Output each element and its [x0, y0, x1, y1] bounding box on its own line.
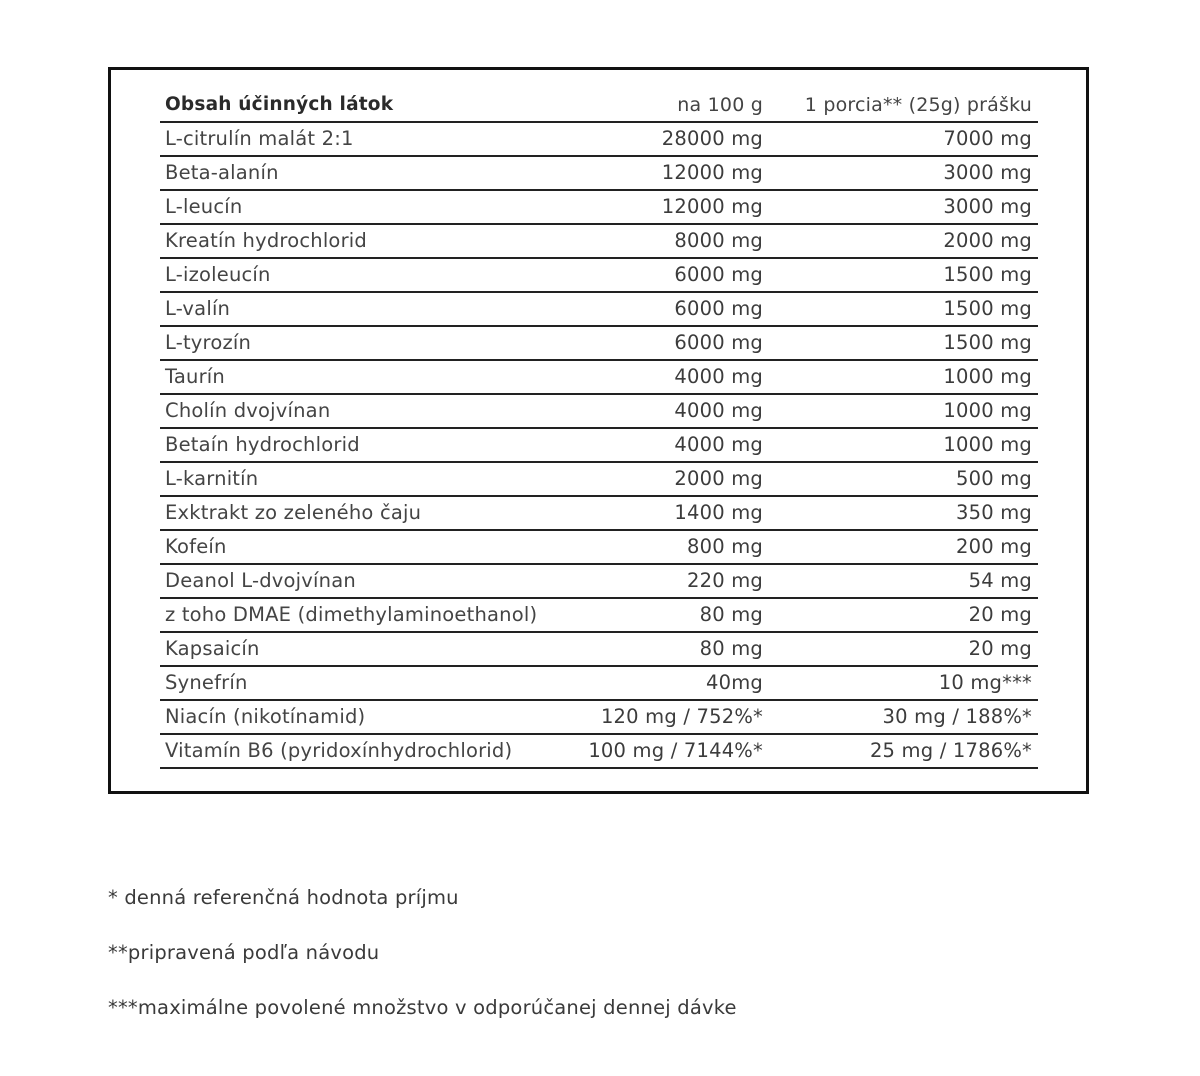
value-per-100g: 12000 mg [580, 190, 766, 224]
value-per-100g: 2000 mg [580, 462, 766, 496]
footnote-reference-intake: * denná referenčná hodnota príjmu [108, 886, 459, 909]
ingredient-name: Exktrakt zo zeleného čaju [160, 496, 580, 530]
value-per-100g: 28000 mg [580, 122, 766, 156]
value-per-100g: 40mg [580, 666, 766, 700]
ingredient-name: Deanol L-dvojvínan [160, 564, 580, 598]
ingredient-name: Taurín [160, 360, 580, 394]
table-row [160, 734, 1038, 768]
active-ingredients-table [160, 90, 1038, 769]
value-per-100g: 8000 mg [580, 224, 766, 258]
table-row [160, 360, 1038, 394]
table-row [160, 462, 1038, 496]
table-row [160, 428, 1038, 462]
ingredient-name: L-leucín [160, 190, 580, 224]
table-row [160, 394, 1038, 428]
value-per-portion: 25 mg / 1786%* [766, 734, 1038, 768]
ingredient-name: Kofeín [160, 530, 580, 564]
value-per-100g: 6000 mg [580, 326, 766, 360]
value-per-100g: 120 mg / 752%* [580, 700, 766, 734]
table-row [160, 564, 1038, 598]
value-per-portion: 1500 mg [766, 258, 1038, 292]
table-row [160, 292, 1038, 326]
table-row [160, 326, 1038, 360]
table-row [160, 632, 1038, 666]
ingredient-name: L-valín [160, 292, 580, 326]
header-per-100g: na 100 g [580, 90, 766, 122]
table-row [160, 496, 1038, 530]
value-per-portion: 3000 mg [766, 156, 1038, 190]
ingredient-name: Cholín dvojvínan [160, 394, 580, 428]
table-row [160, 190, 1038, 224]
table-body [160, 122, 1038, 768]
value-per-100g: 800 mg [580, 530, 766, 564]
value-per-100g: 6000 mg [580, 292, 766, 326]
ingredient-name: Kapsaicín [160, 632, 580, 666]
value-per-portion: 1500 mg [766, 326, 1038, 360]
table-row [160, 156, 1038, 190]
value-per-portion: 2000 mg [766, 224, 1038, 258]
footnotes [108, 884, 737, 1049]
value-per-100g: 80 mg [580, 632, 766, 666]
value-per-portion: 1000 mg [766, 428, 1038, 462]
value-per-100g: 1400 mg [580, 496, 766, 530]
value-per-portion: 54 mg [766, 564, 1038, 598]
table-row [160, 598, 1038, 632]
table-header-row [160, 90, 1038, 122]
header-ingredient: Obsah účinných látok [160, 90, 580, 122]
table-row [160, 530, 1038, 564]
header-per-portion: 1 porcia** (25g) prášku [766, 90, 1038, 122]
ingredient-name: Niacín (nikotínamid) [160, 700, 580, 734]
ingredient-name: Vitamín B6 (pyridoxínhydrochlorid) [160, 734, 580, 768]
value-per-portion: 1500 mg [766, 292, 1038, 326]
value-per-100g: 6000 mg [580, 258, 766, 292]
footnote-prepared: **pripravená podľa návodu [108, 941, 380, 964]
value-per-portion: 10 mg*** [766, 666, 1038, 700]
value-per-portion: 350 mg [766, 496, 1038, 530]
value-per-portion: 1000 mg [766, 360, 1038, 394]
footnote-max-allowed: ***maximálne povolené množstvo v odporúčanej dennej dávke [108, 996, 737, 1019]
value-per-portion: 3000 mg [766, 190, 1038, 224]
value-per-100g: 4000 mg [580, 360, 766, 394]
table-row [160, 122, 1038, 156]
value-per-portion: 1000 mg [766, 394, 1038, 428]
value-per-portion: 30 mg / 188%* [766, 700, 1038, 734]
ingredient-name: Kreatín hydrochlorid [160, 224, 580, 258]
table-row [160, 700, 1038, 734]
value-per-portion: 500 mg [766, 462, 1038, 496]
table-row [160, 258, 1038, 292]
ingredient-name: L-citrulín malát 2:1 [160, 122, 580, 156]
ingredient-name: L-izoleucín [160, 258, 580, 292]
value-per-100g: 220 mg [580, 564, 766, 598]
value-per-100g: 4000 mg [580, 428, 766, 462]
ingredient-name: Beta-alanín [160, 156, 580, 190]
value-per-portion: 20 mg [766, 632, 1038, 666]
value-per-100g: 80 mg [580, 598, 766, 632]
value-per-portion: 20 mg [766, 598, 1038, 632]
ingredient-name: L-karnitín [160, 462, 580, 496]
ingredient-name: Synefrín [160, 666, 580, 700]
value-per-100g: 100 mg / 7144%* [580, 734, 766, 768]
value-per-100g: 12000 mg [580, 156, 766, 190]
table-row [160, 224, 1038, 258]
ingredient-name: z toho DMAE (dimethylaminoethanol) [160, 598, 580, 632]
value-per-100g: 4000 mg [580, 394, 766, 428]
ingredient-name: Betaín hydrochlorid [160, 428, 580, 462]
ingredient-name: L-tyrozín [160, 326, 580, 360]
value-per-portion: 7000 mg [766, 122, 1038, 156]
value-per-portion: 200 mg [766, 530, 1038, 564]
table-row [160, 666, 1038, 700]
